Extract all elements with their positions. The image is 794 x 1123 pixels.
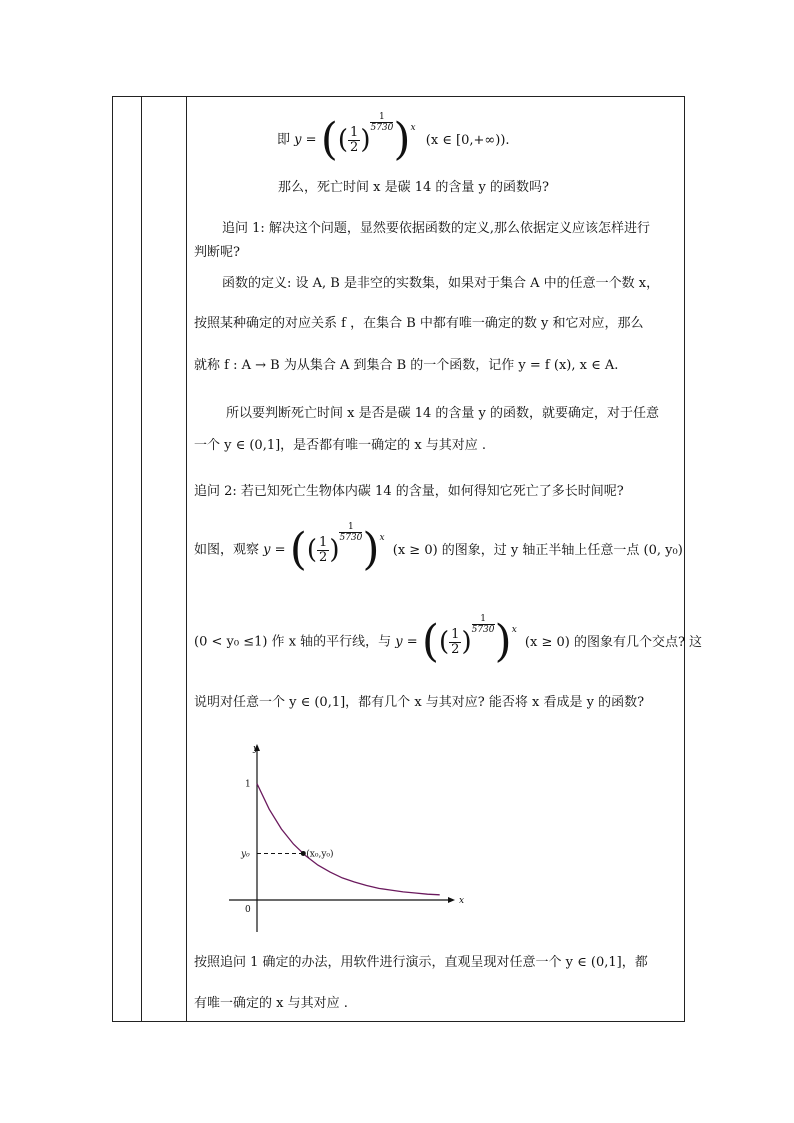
point-label: (x₀,y₀): [306, 849, 334, 860]
decay-curve: [257, 784, 440, 895]
parallel-line: (0 < y₀ ≤1) 作 x 轴的平行线，与 y = (( $\frac{1}{2}$ ) $\frac{1}{5730}$ )$^x$ (x ≥ 0) 的图象有几个交点? 这: [194, 614, 703, 667]
followup-1-line-1: 追问 1: 解决这个问题，显然要依据函数的定义,那么依据定义应该怎样进行: [222, 221, 651, 236]
formula-prefix: 即: [277, 132, 291, 148]
question-function: 那么，死亡时间 x 是碳 14 的含量 y 的函数吗?: [278, 180, 549, 195]
formula-domain: (x ∈ [0,+∞)).: [425, 132, 510, 148]
ask-line: 说明对任意一个 y ∈ (0,1]，都有几个 x 与其对应? 能否将 x 看成是 y 的函数?: [194, 695, 645, 710]
demo-line-2: 有唯一确定的 x 与其对应 .: [194, 996, 348, 1011]
intersection-point: [301, 851, 306, 856]
y-axis-label: y: [253, 744, 259, 754]
judge-line-2: 一个 y ∈ (0,1]，是否都有唯一确定的 x 与其对应 .: [194, 438, 487, 453]
x-axis-arrow: [448, 897, 455, 903]
x-axis-label: x: [459, 896, 465, 906]
judge-line-1: 所以要判断死亡时间 x 是否是碳 14 的含量 y 的函数，就要确定，对于任意: [226, 406, 660, 421]
definition-line-2: 按照某种确定的对应关系 f ，在集合 B 中都有唯一确定的数 y 和它对应，那么: [194, 316, 644, 331]
decay-curve-graph: [225, 740, 465, 935]
observe-line: 如图，观察 y = (( $\frac{1}{2}$ ) $\frac{1}{5730}$ )$^x$ (x ≥ 0) 的图象，过 y 轴正半轴上任意一点 (0, y₀): [194, 522, 683, 575]
demo-line-1: 按照追问 1 确定的办法，用软件进行演示，直观呈现对任意一个 y ∈ (0,1]，都: [194, 955, 648, 970]
definition-line-1: 函数的定义: 设 A, B 是非空的实数集，如果对于集合 A 中的任意一个数 x，: [222, 276, 660, 291]
table-column-divider-1: [141, 97, 142, 1021]
origin-label: 0: [245, 905, 251, 915]
y0-tick-label: y₀: [241, 849, 250, 860]
followup-2: 追问 2: 若已知死亡生物体内碳 14 的含量，如何得知它死亡了多长时间呢?: [194, 484, 624, 499]
followup-1-line-2: 判断呢?: [194, 245, 240, 260]
table-column-divider-2: [186, 97, 187, 1021]
definition-line-3: 就称 f : A → B 为从集合 A 到集合 B 的一个函数，记作 y = f (x), x ∈ A.: [194, 358, 619, 373]
y-tick-one: 1: [245, 779, 251, 790]
formula-line: 即 y = (( $\frac{1}{2}$ ) $\frac{1}{5730}$ )$^x$ (x ∈ [0,+∞)).: [277, 112, 510, 165]
